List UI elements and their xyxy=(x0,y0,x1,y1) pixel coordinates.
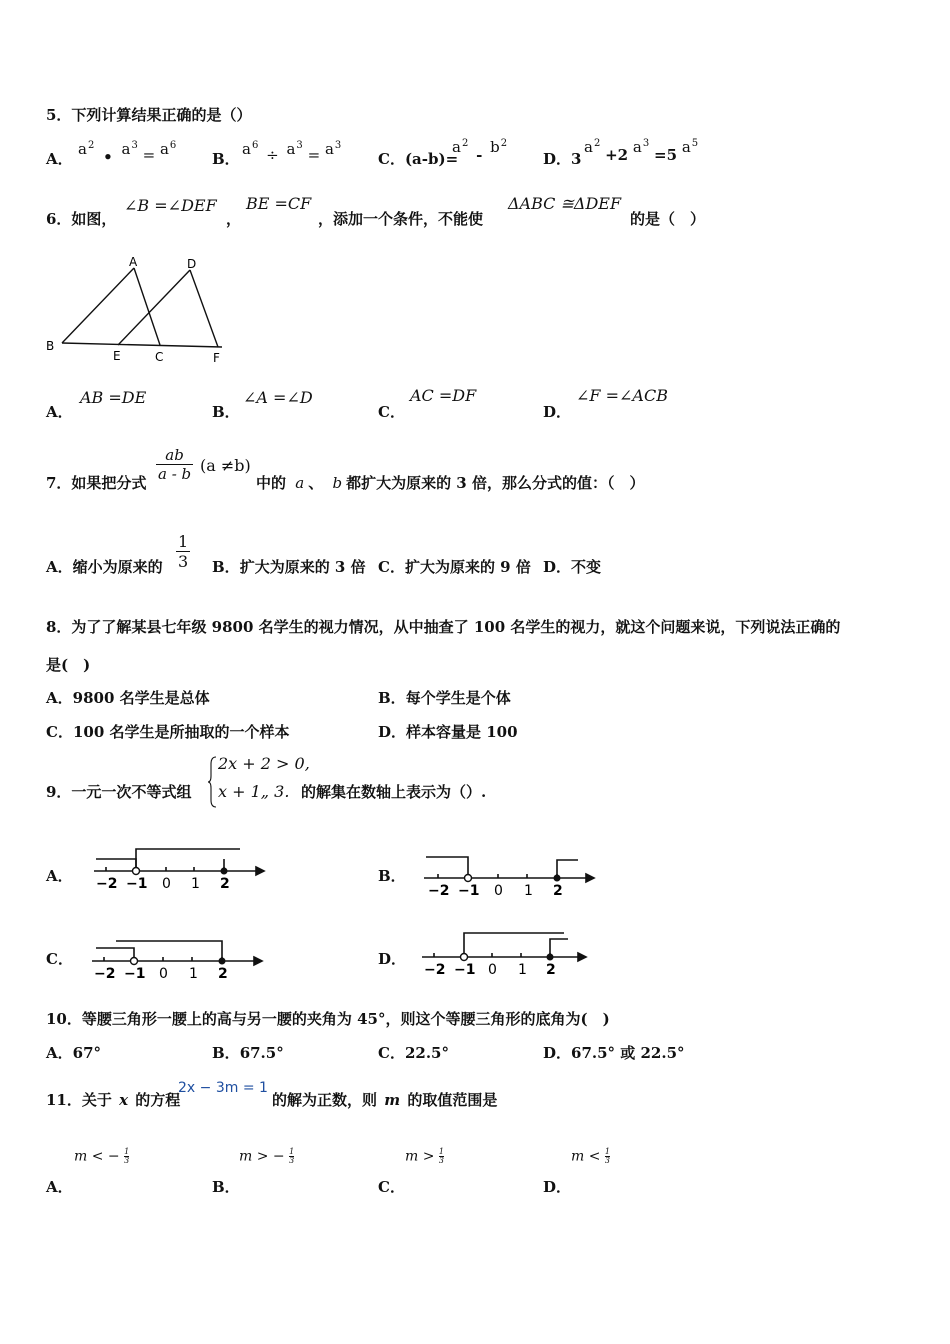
q9-option-b-number-line xyxy=(420,848,600,898)
tick-label: 2 xyxy=(546,962,556,977)
figure-label-c: C xyxy=(155,350,164,364)
q8-option-d: D．样本容量是 100 xyxy=(378,723,518,741)
q10-stem: 10．等腰三角形一腰上的高与另一腰的夹角为 45°，则这个等腰三角形的底角为( ) xyxy=(46,1010,610,1028)
q5-option-c-label: C．(a-b)= xyxy=(378,150,459,168)
tick-label: 0 xyxy=(488,962,497,977)
q7-prefix: 7．如果把分式 xyxy=(46,474,147,492)
q11-option-c-label: C． xyxy=(378,1178,405,1196)
q11-option-d-label: D． xyxy=(543,1178,572,1196)
q7-option-d: D．不变 xyxy=(543,558,602,576)
q9-suffix: 的解集在数轴上表示为（）. xyxy=(301,783,487,801)
tick-label: −2 xyxy=(424,962,446,977)
q11-equation: 2x − 3m = 1 xyxy=(178,1080,268,1096)
q6-cond-2: BE =CF xyxy=(246,194,312,213)
q8-line-2: 是( ) xyxy=(46,656,91,674)
q6-option-b-label: B． xyxy=(212,403,240,421)
tick-label: 1 xyxy=(191,876,200,892)
q5-option-b-expr: $a^6 \div a^3 = a^3$ xyxy=(242,140,342,164)
tick-label: −1 xyxy=(458,883,480,898)
q9-inequality-2: x + 1„ 3. xyxy=(218,782,290,801)
q9-option-d-label: D． xyxy=(378,950,407,968)
q7-option-b: B．扩大为原来的 3 倍 xyxy=(212,558,366,576)
q9-option-c-label: C． xyxy=(46,950,73,968)
q6-option-c-expr: AC =DF xyxy=(410,386,477,405)
q5-option-c-expr: $a^2 - b^2$ xyxy=(452,138,508,164)
figure-label-e: E xyxy=(113,349,121,363)
q6-option-d-expr: ∠F =∠ACB xyxy=(576,386,668,405)
q9-prefix: 9．一元一次不等式组 xyxy=(46,783,192,801)
q7-option-a: A．缩小为原来的 xyxy=(46,558,163,576)
q11-stem-tail: 的解为正数，则 m 的取值范围是 xyxy=(272,1091,498,1109)
tick-label: 1 xyxy=(189,966,198,982)
tick-label: −2 xyxy=(428,883,450,898)
tick-label: 2 xyxy=(553,883,563,898)
q7-middle: 中的 a 、 b 都扩大为原来的 3 倍，那么分式的值：（ ） xyxy=(256,474,645,492)
q6-sep: ， xyxy=(226,210,242,228)
q6-middle: ，添加一个条件，不能使 xyxy=(318,210,484,228)
tick-label: 0 xyxy=(159,966,168,982)
q8-line-1: 8．为了了解某县七年级 9800 名学生的视力情况，从中抽查了 100 名学生的视力，就这个问题来说，下列说法正确的 xyxy=(46,618,841,636)
q6-suffix: 的是（ ） xyxy=(630,210,706,228)
q7-fraction: $\frac{ab}{a - b}$ xyxy=(158,446,192,483)
q11-option-a-label: A． xyxy=(46,1178,73,1196)
tick-label: −2 xyxy=(94,966,116,982)
q6-cond-3: ΔABC ≅ΔDEF xyxy=(508,194,622,213)
q7-condition: (a ≠b) xyxy=(200,456,251,475)
q6-prefix: 6．如图， xyxy=(46,210,117,228)
q9-inequality-1: 2x + 2 > 0, xyxy=(218,754,310,773)
q6-option-d-label: D． xyxy=(543,403,572,421)
q11-option-a-expr: m < − $\frac{1}{3}$ xyxy=(74,1147,130,1165)
q11-option-b-expr: m > − $\frac{1}{3}$ xyxy=(239,1147,295,1165)
q8-option-a: A．9800 名学生是总体 xyxy=(46,689,210,707)
figure-label-f: F xyxy=(213,351,220,365)
tick-label: −1 xyxy=(126,876,148,892)
q6-cond-1: ∠B =∠DEF xyxy=(124,196,217,215)
q6-option-c-label: C． xyxy=(378,403,405,421)
q9-option-d-number-line xyxy=(418,925,598,977)
q8-option-c: C．100 名学生是所抽取的一个样本 xyxy=(46,723,290,741)
q7-option-a-fraction: $\frac{1}{3}$ xyxy=(178,532,189,571)
q5-option-d-expr: $a^2 +2$ $a^3 =5$ $a^5$ xyxy=(584,138,699,164)
tick-label: 0 xyxy=(162,876,171,892)
q5-stem: 5．下列计算结果正确的是（） xyxy=(46,106,252,124)
q11-option-d-expr: m < $\frac{1}{3}$ xyxy=(571,1147,611,1165)
q5-option-d-label: D．3 xyxy=(543,150,582,168)
q9-option-b-label: B． xyxy=(378,867,406,885)
tick-label: −2 xyxy=(96,876,118,892)
tick-label: 2 xyxy=(218,966,228,982)
figure-label-d: D xyxy=(187,257,197,271)
tick-label: 0 xyxy=(494,883,503,898)
q11-option-b-label: B． xyxy=(212,1178,240,1196)
q9-option-c-number-line xyxy=(88,932,268,982)
q9-option-a-label: A． xyxy=(46,867,73,885)
q10-option-c: C．22.5° xyxy=(378,1044,449,1062)
tick-label: 1 xyxy=(524,883,533,898)
figure-label-b: B xyxy=(46,339,55,353)
q5-option-a-label: A． xyxy=(46,150,73,168)
q6-option-a-expr: AB =DE xyxy=(80,388,147,407)
tick-label: 2 xyxy=(220,876,230,892)
q5-option-a-expr: $a^2$ • $a^3 = a^6$ xyxy=(78,140,177,166)
tick-label: −1 xyxy=(454,962,476,977)
q10-option-d: D．67.5° 或 22.5° xyxy=(543,1044,685,1062)
q10-option-b: B．67.5° xyxy=(212,1044,284,1062)
tick-label: 1 xyxy=(518,962,527,977)
q6-triangle-figure xyxy=(40,250,240,370)
q11-option-c-expr: m > $\frac{1}{3}$ xyxy=(405,1147,445,1165)
q10-option-a: A．67° xyxy=(46,1044,102,1062)
tick-label: −1 xyxy=(124,966,146,982)
q9-option-a-number-line xyxy=(90,843,270,893)
q7-option-c: C．扩大为原来的 9 倍 xyxy=(378,558,531,576)
q6-option-a-label: A． xyxy=(46,403,73,421)
q8-option-b: B．每个学生是个体 xyxy=(378,689,511,707)
q11-stem: 11．关于 x 的方程 xyxy=(46,1091,181,1109)
figure-label-a: A xyxy=(129,255,138,269)
q9-inequality-system xyxy=(208,754,310,808)
q6-option-b-expr: ∠A =∠D xyxy=(243,388,313,407)
q5-option-b-label: B． xyxy=(212,150,240,168)
